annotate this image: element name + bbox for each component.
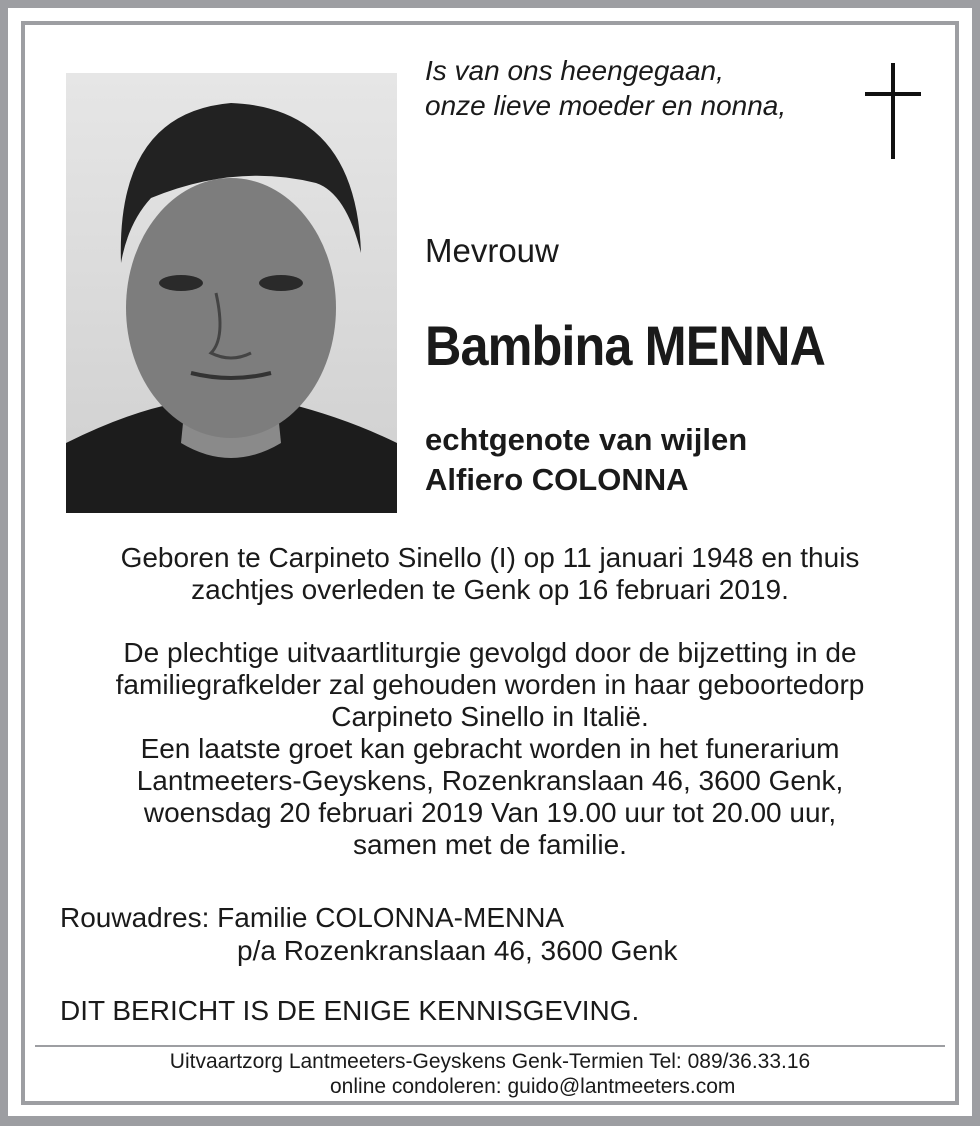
ceremony-paragraph	[25, 637, 955, 861]
spouse-line: echtgenote van wijlen	[425, 422, 748, 457]
notice-inner-frame	[21, 21, 959, 1105]
text-line: Carpineto Sinello in Italië.	[331, 701, 649, 732]
rouwadres-line: Rouwadres: Familie COLONNA-MENNA	[60, 902, 565, 933]
cross-icon	[865, 63, 921, 159]
spouse-name: Alfiero COLONNA	[425, 462, 689, 497]
text-line: De plechtige uitvaartliturgie gevolgd door de bijzetting in de	[123, 637, 857, 668]
text-line: zachtjes overleden te Genk op 16 februari 2019.	[191, 574, 789, 605]
rouwadres-address: p/a Rozenkranslaan 46, 3600 Genk	[237, 935, 678, 966]
intro-line: onze lieve moeder en nonna,	[425, 90, 787, 121]
text-line: familiegrafkelder zal gehouden worden in haar geboortedorp	[115, 669, 865, 700]
spouse-info	[425, 420, 747, 500]
portrait-photo	[66, 73, 397, 513]
text-line: woensdag 20 februari 2019 Van 19.00 uur tot 20.00 uur,	[143, 797, 837, 828]
funeral-home-contact: Uitvaartzorg Lantmeeters-Geyskens Genk-Termien Tel: 089/36.33.16	[169, 1050, 811, 1073]
text-line: samen met de familie.	[353, 829, 627, 860]
intro-line: Is van ons heengegaan,	[425, 55, 724, 86]
footer-divider	[35, 1045, 945, 1047]
birth-death-paragraph	[25, 542, 955, 606]
text-line: Een laatste groet kan gebracht worden in het funerarium	[140, 733, 840, 764]
text-line: Geboren te Carpineto Sinello (I) op 11 januari 1948 en thuis	[120, 542, 860, 573]
only-notice-statement: DIT BERICHT IS DE ENIGE KENNISGEVING.	[60, 995, 640, 1026]
intro-text	[425, 53, 786, 123]
notice-outer-frame	[8, 8, 972, 1116]
deceased-name: Bambina MENNA	[425, 314, 825, 377]
title: Mevrouw	[425, 232, 559, 269]
online-condolences: online condoleren: guido@lantmeeters.com	[330, 1075, 736, 1098]
text-line: Lantmeeters-Geyskens, Rozenkranslaan 46, 3600 Genk,	[136, 765, 844, 796]
